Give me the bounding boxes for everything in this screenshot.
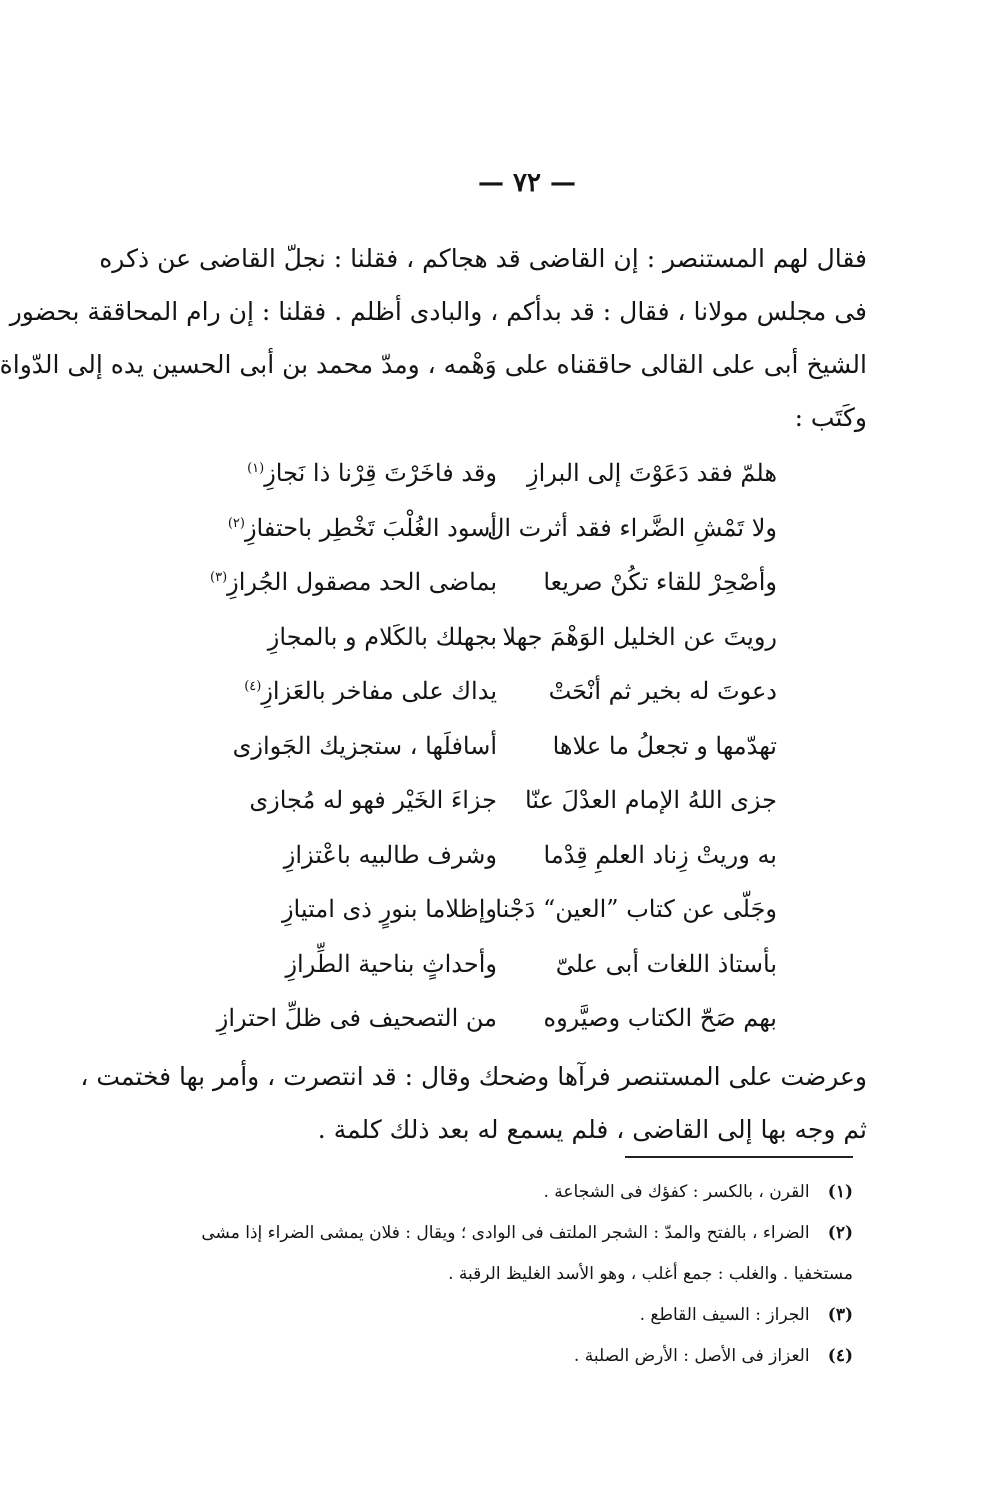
- prose-line: الشيخ أبى على القالى حاققناه على وَهْمه ، ومدّ محمد بن أبى الحسين يده إلى الدّواة: [0, 350, 867, 379]
- verse-first-hemistich: جزى اللهُ الإمام العدْلَ عنّا: [524, 786, 777, 815]
- verse: [257, 610, 777, 665]
- verse: [257, 882, 777, 937]
- footnote-ref: (٤): [244, 679, 262, 695]
- verse: [249, 773, 777, 828]
- verse-text: يداك على مفاخر بالعَزازِ: [261, 677, 497, 706]
- verse: [257, 937, 777, 992]
- verse-first-hemistich: ولا تَمْشِ الضَّراء فقد أثرت ال: [486, 513, 777, 542]
- verse-second-hemistich: [257, 841, 497, 869]
- verse-second-hemistich: [257, 623, 497, 651]
- footnote-text: مستخفيا . والغلب : جمع أغلب ، وهو الأسد الغليظ الرقبة .: [448, 1264, 853, 1284]
- prose-outro: [80, 1050, 867, 1156]
- verse-first-hemistich: تهدّمها و تجعلُ ما علاها: [552, 731, 777, 760]
- prose-line: فقال لهم المستنصر : إن القاضى قد هجاكم ، فقلنا : نجلّ القاضى عن ذكره: [99, 244, 867, 273]
- page-number: — ٧٢ —: [477, 168, 577, 198]
- verse-first-hemistich: رويتَ عن الخليل الوَهْمَ جهلا: [502, 622, 777, 651]
- verse-second-hemistich: [247, 459, 497, 488]
- verse-second-hemistich: [249, 786, 497, 815]
- footnote-text: العزاز فى الأصل : الأرض الصلبة .: [573, 1346, 810, 1366]
- prose-intro: [0, 232, 867, 444]
- prose-line: فى مجلس مولانا ، فقال : قد بدأكم ، والبادى أظلم . فقلنا : إن رام المحاققة بحضور: [9, 297, 867, 326]
- footnote-text: الضراء ، بالفتح والمدّ : الشجر الملتف فى الوادى ؛ ويقال : فلان يمشى الضراء إذا مشى: [201, 1223, 810, 1243]
- verse: [210, 555, 777, 610]
- verse-text: أسود الغُلْبَ تَخْطِر باحتفازِ: [244, 513, 497, 542]
- footnote-divider: [625, 1156, 853, 1158]
- verse-first-hemistich: وأصْحِرْ للقاء تكُنْ صريعا: [543, 568, 777, 597]
- verse: [257, 828, 777, 883]
- prose-line: وعرضت على المستنصر فرآها وضحك وقال : قد انتصرت ، وأمر بها فختمت ،: [80, 1062, 867, 1091]
- footnote-number: (١): [827, 1182, 853, 1202]
- footnote: [193, 1336, 853, 1377]
- verse-text: بجهلك بالكَلام و بالمجازِ: [267, 622, 497, 651]
- verse-second-hemistich: [227, 513, 497, 542]
- verse-text: وقد فاخَرْتَ قِرْنا ذا نَجازِ: [264, 459, 497, 488]
- verse-text: وإظلاما بنورٍ ذى امتيازِ: [281, 895, 497, 924]
- footnote-text: القرن ، بالكسر : كفؤك فى الشجاعة .: [543, 1182, 810, 1202]
- verse-second-hemistich: [257, 950, 497, 978]
- footnote: [193, 1213, 853, 1254]
- verse: [232, 719, 777, 774]
- verse-text: بماضى الحد مصقول الجُرازِ: [227, 568, 497, 597]
- verse: [244, 664, 777, 719]
- verse-text: وأحداثٍ بناحية الطِّرازِ: [285, 949, 497, 978]
- footnote: [193, 1172, 853, 1213]
- prose-line: وكَتَب :: [794, 403, 867, 432]
- verse-first-hemistich: بهم صَحّ الكتاب وصيَّروه: [543, 1004, 777, 1033]
- footnote-ref: (١): [247, 461, 265, 477]
- verse-first-hemistich: بأستاذ اللغات أبى علىّ: [555, 949, 777, 978]
- footnote-number: (٤): [827, 1346, 853, 1366]
- poem: [210, 446, 777, 1046]
- verse-text: وشرف طالبيه باعْتزازِ: [283, 840, 497, 869]
- footnote: [193, 1295, 853, 1336]
- footnote-ref: (٢): [227, 515, 245, 531]
- verse-first-hemistich: به وريتْ زِناد العلمِ قِدْما: [543, 840, 777, 869]
- verse: [247, 446, 777, 501]
- footnotes: [193, 1172, 853, 1377]
- verse-second-hemistich: [210, 568, 497, 597]
- verse-second-hemistich: [232, 731, 497, 760]
- verse-second-hemistich: [216, 1004, 497, 1033]
- prose-line: ثم وجه بها إلى القاضى ، فلم يسمع له بعد ذلك كلمة .: [317, 1115, 867, 1144]
- footnote-text: الجراز : السيف القاطع .: [639, 1305, 810, 1325]
- verse-text: من التصحيف فى ظلِّ احترازِ: [216, 1004, 497, 1033]
- verse-first-hemistich: هلمّ فقد دَعَوْتَ إلى البرازِ: [526, 459, 777, 488]
- footnote-continuation: [193, 1254, 853, 1295]
- footnote-number: (٢): [827, 1223, 853, 1243]
- verse-first-hemistich: دعوتَ له بخير ثم أنْحَتْ: [548, 677, 777, 706]
- verse-text: أسافلَها ، ستجزيك الجَوازى: [232, 731, 497, 760]
- verse-second-hemistich: [244, 677, 497, 706]
- verse-text: جزاءَ الخَيْر فهو له مُجازى: [249, 786, 497, 815]
- verse-first-hemistich: وجَلّى عن كتاب ”العين“ دَجْنا: [495, 895, 777, 924]
- verse: [216, 991, 777, 1046]
- footnote-ref: (٣): [210, 570, 228, 586]
- footnote-number: (٣): [827, 1305, 853, 1325]
- verse-second-hemistich: [257, 895, 497, 923]
- verse: [227, 501, 777, 556]
